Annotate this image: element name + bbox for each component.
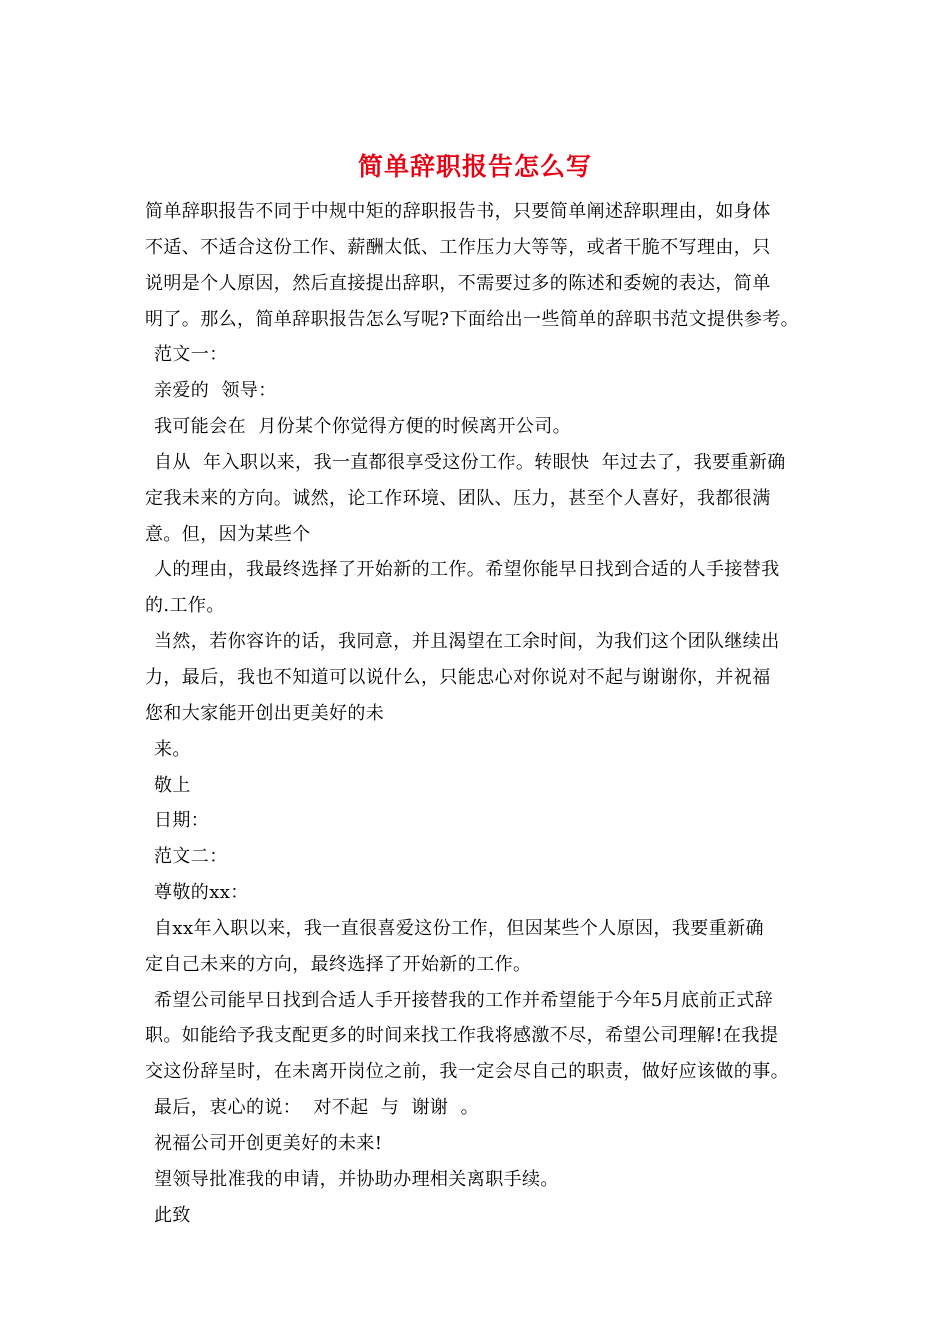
- text-line: 明了。那么，简单辞职报告怎么写呢?下面给出一些简单的辞职书范文提供参考。: [145, 308, 800, 330]
- text-line: 您和大家能开创出更美好的未: [145, 702, 385, 724]
- text-line: 来。: [154, 738, 191, 760]
- text-line: 不适、不适合这份工作、薪酬太低、工作压力大等等，或者干脆不写理由，只: [145, 236, 771, 258]
- document-title: 简单辞职报告怎么写: [357, 152, 592, 181]
- text-line: 定自己未来的方向，最终选择了开始新的工作。: [145, 953, 532, 975]
- text-line: 范文一：: [154, 344, 228, 366]
- text-line: 希望公司能早日找到合适人手开接替我的工作并希望能于今年5月底前正式辞: [154, 989, 774, 1011]
- text-line: 说明是个人原因，然后直接提出辞职，不需要过多的陈述和委婉的表达，简单: [145, 272, 771, 294]
- text-line: 此致: [154, 1204, 191, 1226]
- text-line: 尊敬的xx：: [154, 882, 249, 904]
- text-line: 范文二：: [154, 846, 228, 868]
- text-line: 自从 年入职以来，我一直都很享受这份工作。转眼快 年过去了，我要重新确: [154, 451, 786, 473]
- text-line: 职。如能给予我支配更多的时间来找工作我将感激不尽，希望公司理解!在我提: [145, 1025, 779, 1047]
- text-line: 我可能会在 月份某个你觉得方便的时候离开公司。: [154, 416, 572, 438]
- document-body: [145, 194, 825, 1233]
- text-line: 自xx年入职以来，我一直很喜爱这份工作，但因某些个人原因，我要重新确: [154, 917, 764, 939]
- text-line: 人的理由，我最终选择了开始新的工作。希望你能早日找到合适的人手接替我: [154, 559, 780, 581]
- text-line: 简单辞职报告不同于中规中矩的辞职报告书，只要简单阐述辞职理由，如身体: [145, 201, 771, 222]
- text-line: 日期：: [154, 810, 210, 832]
- text-line: 意。但，因为某些个: [145, 523, 311, 545]
- text-line: 力，最后，我也不知道可以说什么，只能忠心对你说对不起与谢谢你，并祝福: [145, 666, 771, 688]
- text-line: 望领导批准我的申请，并协助办理相关离职手续。: [154, 1168, 559, 1190]
- text-line: 祝福公司开创更美好的未来!: [154, 1132, 383, 1154]
- text-line: 交这份辞呈时，在未离开岗位之前，我一定会尽自己的职责，做好应该做的事。: [145, 1061, 789, 1083]
- text-line: 敬上: [154, 774, 191, 796]
- text-line: 定我未来的方向。诚然，论工作环境、团队、压力，甚至个人喜好，我都很满: [145, 487, 771, 509]
- text-line: 最后，衷心的说： 对不起 与 谢谢 。: [154, 1097, 479, 1119]
- text-line: 的.工作。: [145, 595, 225, 617]
- text-line: 当然，若你容许的话，我同意，并且渴望在工余时间，为我们这个团队继续出: [154, 631, 780, 653]
- text-line: 亲爱的 领导：: [154, 380, 277, 402]
